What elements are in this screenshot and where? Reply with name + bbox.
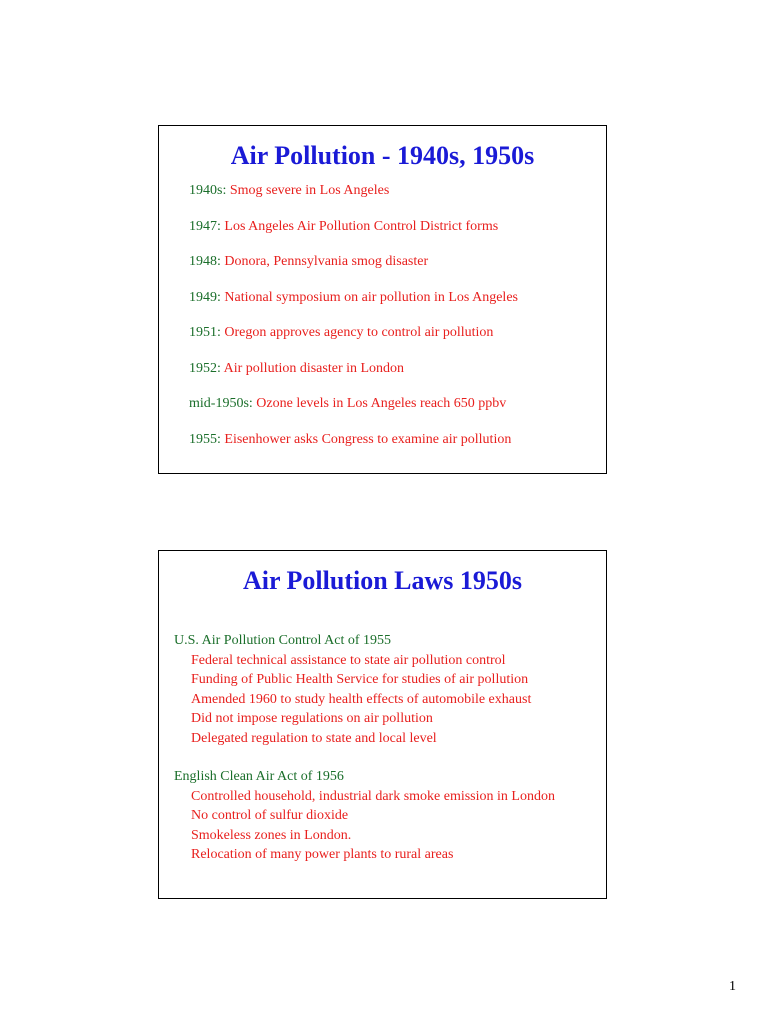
timeline-event: Air pollution disaster in London	[223, 360, 405, 376]
law-points	[174, 651, 555, 749]
law-us-air-pollution-control-act	[174, 631, 555, 748]
slide-title: Air Pollution - 1940s, 1950s	[230, 141, 535, 170]
timeline-date: 1949:	[189, 289, 225, 305]
laws-list	[174, 631, 555, 865]
timeline-date: 1947:	[189, 218, 225, 234]
timeline-event: Donora, Pennsylvania smog disaster	[224, 254, 429, 269]
law-point: Funding of Public Health Service for studies of air pollution	[191, 672, 529, 687]
timeline-date: mid-1950s:	[189, 396, 257, 411]
timeline-event: Ozone levels in Los Angeles reach 650 ppbv	[256, 396, 507, 411]
timeline-item	[189, 182, 518, 199]
law-heading: U.S. Air Pollution Control Act of 1955	[174, 633, 392, 648]
law-point: Amended 1960 to study health effects of automobile exhaust	[191, 691, 532, 707]
timeline-event: Oregon approves agency to control air pollution	[224, 325, 494, 340]
timeline-event: Los Angeles Air Pollution Control District forms	[224, 218, 499, 234]
timeline-date: 1951:	[189, 325, 225, 340]
slide-air-pollution-1940s-1950s	[158, 125, 607, 474]
timeline-item	[189, 324, 518, 341]
timeline-date: 1948:	[189, 254, 225, 269]
timeline-item	[189, 253, 518, 270]
law-english-clean-air-act	[174, 767, 555, 865]
timeline-item	[189, 395, 518, 412]
page-number: 1	[729, 979, 736, 994]
slide-title: Air Pollution Laws 1950s	[242, 566, 523, 595]
timeline-item	[189, 289, 518, 306]
law-point: No control of sulfur dioxide	[191, 808, 349, 823]
timeline-event: Smog severe in Los Angeles	[229, 183, 390, 198]
law-point: Relocation of many power plants to rural areas	[191, 847, 454, 862]
timeline-event: National symposium on air pollution in Los Angeles	[224, 289, 518, 305]
timeline-item	[189, 360, 518, 377]
timeline-date: 1955:	[189, 431, 225, 447]
slide-air-pollution-laws-1950s	[158, 550, 607, 899]
law-point: Did not impose regulations on air pollution	[191, 711, 433, 726]
law-heading: English Clean Air Act of 1956	[174, 769, 344, 784]
timeline-date: 1952:	[189, 360, 224, 376]
law-point: Controlled household, industrial dark smoke emission in London	[191, 788, 555, 804]
timeline-item	[189, 431, 518, 448]
law-point: Delegated regulation to state and local level	[191, 730, 437, 746]
timeline-item	[189, 218, 518, 235]
timeline-date: 1940s:	[189, 183, 230, 198]
law-point: Smokeless zones in London.	[191, 827, 352, 843]
law-point: Federal technical assistance to state air pollution control	[191, 652, 506, 668]
law-points	[174, 787, 555, 865]
timeline-list	[189, 182, 518, 466]
timeline-event: Eisenhower asks Congress to examine air pollution	[224, 431, 512, 447]
